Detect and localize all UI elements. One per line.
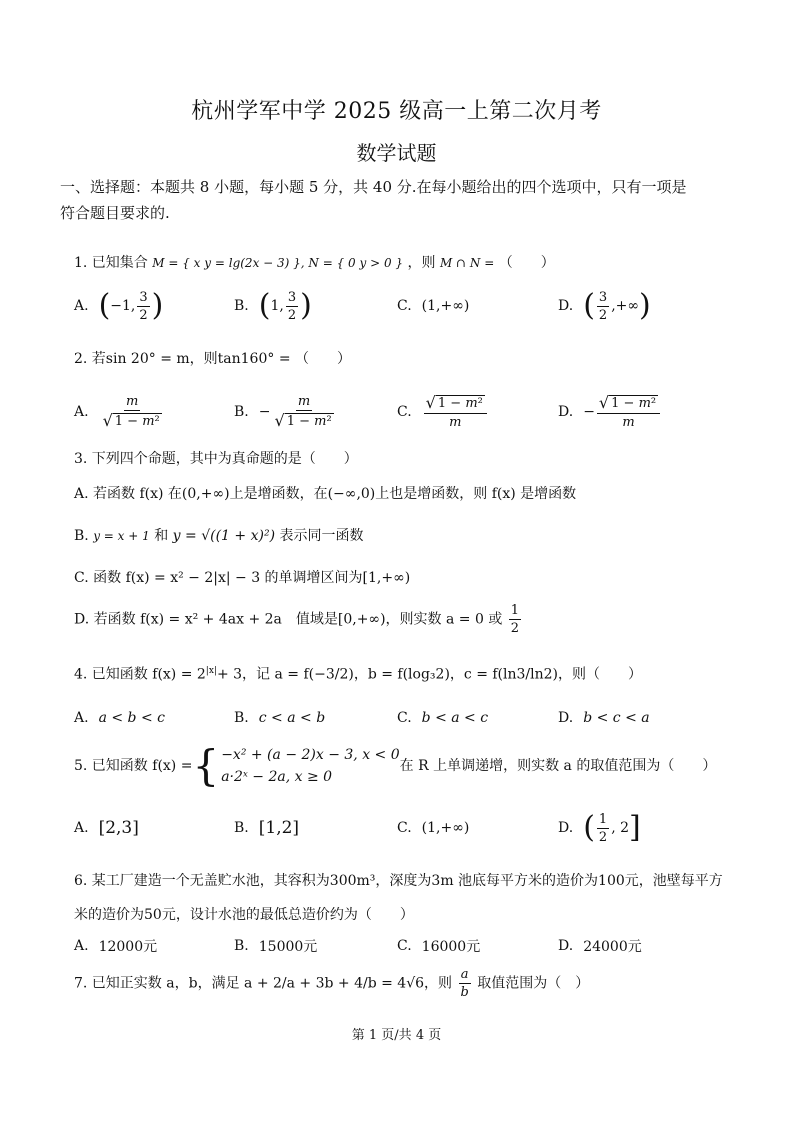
question-5-options xyxy=(74,808,734,848)
q3-option-c[interactable]: C. 函数 f(x) = x² − 2|x| − 3 的单调增区间为[1,+∞) xyxy=(74,570,411,586)
q4-option-d[interactable]: D. b < c < a xyxy=(558,710,650,726)
q4-option-a[interactable]: A. a < b < c xyxy=(74,710,165,726)
q1-sets: M = { x y = lg(2x − 3) }, N = { 0 y > 0 } xyxy=(152,256,404,270)
q5-case-1: −x² + (a − 2)x − 3, x < 0 xyxy=(221,747,400,763)
question-6-line1: 6. 某工厂建造一个无盖贮水池，其容积为300m³，深度为3m 池底每平方米的造价为100元，池壁每平方 xyxy=(74,873,723,889)
q2-option-d[interactable]: D. − √ 1 − m² m xyxy=(558,390,662,434)
q6-option-b[interactable]: B. 15000元 xyxy=(234,938,318,955)
page-subtitle: 数学试题 xyxy=(356,141,437,165)
q6-option-d[interactable]: D. 24000元 xyxy=(558,938,642,955)
q4-option-b[interactable]: B. c < a < b xyxy=(234,710,326,726)
q1-text-a: 1. 已知集合 xyxy=(74,255,148,271)
q3-option-b[interactable]: B. y = x + 1 和 y = √((1 + x)²) 表示同一函数 xyxy=(74,528,364,544)
q6-option-a[interactable]: A. 12000元 xyxy=(74,938,158,955)
question-4-stem: 4. 已知函数 $f(x) = 2^{|x|}+ 3$，记 a = f(−3/2)，b = f(log₃2)，c = f(ln3/ln2)，则（ ） xyxy=(74,666,643,683)
q4-option-c[interactable]: C. b < a < c xyxy=(397,710,489,726)
section-heading-line2: 符合题目要求的. xyxy=(60,204,170,222)
q1-option-c[interactable]: C. (1,+∞) xyxy=(397,298,470,314)
q1-option-b[interactable]: B. ( 1, $\frac{3}{2}$ ) xyxy=(234,288,312,323)
q2-option-a[interactable]: A. m √ 1 − m² xyxy=(74,394,160,430)
q6-option-c[interactable]: C. 16000元 xyxy=(397,938,481,955)
question-1-options xyxy=(74,286,734,326)
section-heading xyxy=(60,174,740,226)
page-title: 杭州学军中学 2025 级高一上第二次月考 xyxy=(191,99,602,124)
q1-intersection: M ∩ N = xyxy=(439,256,495,270)
q2-text: 2. 若sin 20° = m，则tan160° = xyxy=(74,351,291,367)
question-2-options xyxy=(74,390,734,434)
question-4-options xyxy=(74,698,734,738)
q5-option-c[interactable]: C. (1,+∞) xyxy=(397,820,470,836)
q1-blank: （ ） xyxy=(498,255,555,271)
q2-option-b[interactable]: B. − m √ 1 − m² xyxy=(234,394,332,430)
question-3-stem: 3. 下列四个命题，其中为真命题的是（ ） xyxy=(74,451,358,467)
question-2-stem xyxy=(74,348,744,370)
question-6-options xyxy=(74,926,734,966)
question-6-line2: 米的造价为50元，设计水池的最低总造价约为（ ） xyxy=(74,907,414,923)
q1-option-a[interactable]: A. ( −1, $\frac{3}{2}$ ) xyxy=(74,288,164,323)
q5-option-d[interactable]: D. ( $\frac{1}{2}$ , 2 ] xyxy=(558,810,641,845)
page-footer: 第 1 页/共 4 页 xyxy=(351,1028,442,1043)
q5-option-a[interactable]: A. [2,3] xyxy=(74,818,139,838)
question-1-stem xyxy=(74,252,744,274)
section-heading-line1: 一、选择题：本题共 8 小题，每小题 5 分，共 40 分.在每小题给出的四个选项中，只有一项是 xyxy=(60,178,687,196)
q1-option-d[interactable]: D. ( $\frac{3}{2}$ ,+∞ ) xyxy=(558,288,651,323)
question-5-stem: 5. 已知函数 f(x) = { −x² + (a − 2)x − 3, x < 0 a·2ˣ − 2a, x ≥ 0 在 R 上单调递增，则实数 a 的取值范围为（ ） xyxy=(74,741,717,790)
q2-blank: （ ） xyxy=(295,351,352,367)
q1-text-b: ，则 xyxy=(407,255,436,271)
q2-option-c[interactable]: C. √ 1 − m² m xyxy=(397,390,489,434)
question-7-stem: 7. 已知正实数 a，b，满足 a + 2/a + 3b + 4/b = 4√6，则 $\frac{a}{b}$ 取值范围为（ ） xyxy=(74,967,590,1000)
q3-option-a[interactable]: A. 若函数 f(x) 在(0,+∞)上是增函数，在(−∞,0)上也是增函数，则 f(x) 是增函数 xyxy=(74,486,577,502)
q5-option-b[interactable]: B. [1,2] xyxy=(234,818,300,838)
q5-case-2: a·2ˣ − 2a, x ≥ 0 xyxy=(221,769,333,785)
q3-option-d[interactable]: D. 若函数 f(x) = x² + 4ax + 2a 值域是[0,+∞)，则实数 a = 0 或 $\frac{1}{2}$ xyxy=(74,603,520,636)
